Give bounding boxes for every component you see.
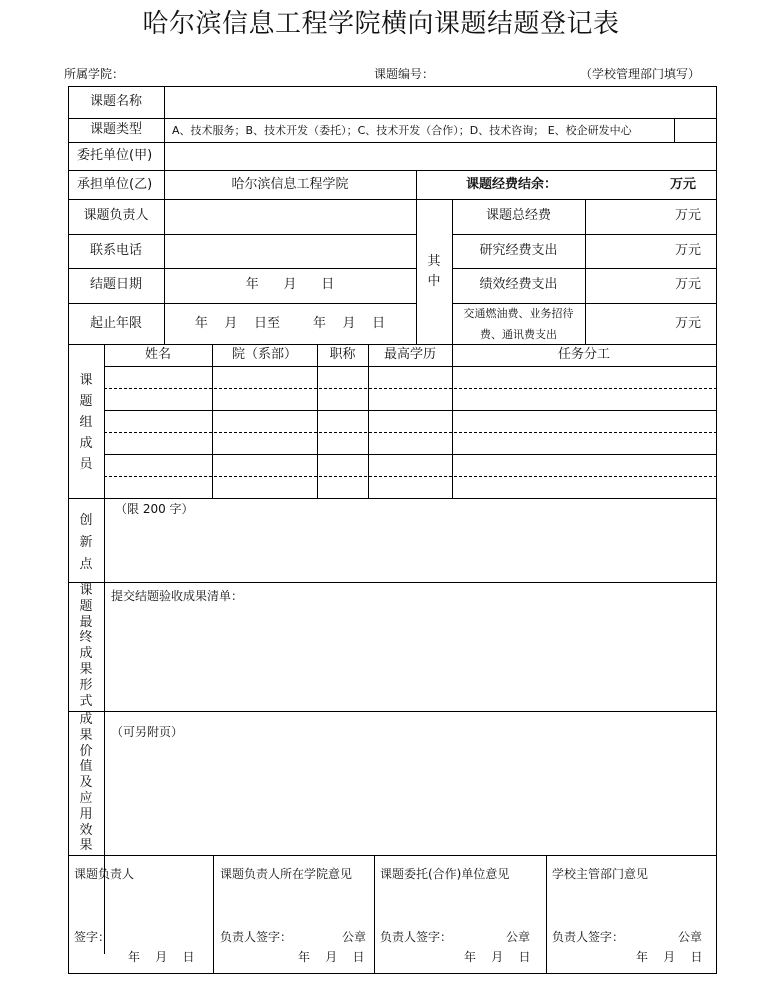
column-task: 任务分工: [557, 347, 610, 362]
period-value[interactable]: 年 月 日至 年 月 日: [194, 316, 386, 331]
value-section-label: 成 果 价 值 及 应 用 效 果: [79, 712, 93, 854]
balance-label: 课题经费结余：: [466, 177, 558, 192]
innovation-note: （限 200 字）: [115, 502, 194, 516]
total-funds-label: 课题总经费: [485, 208, 551, 223]
signature-date: 年 月 日: [464, 950, 531, 964]
signature-date: 年 月 日: [298, 950, 365, 964]
final-results-section-label: 课 题 最 终 成 果 形 式: [79, 583, 93, 709]
research-expense-unit: 万元: [675, 243, 702, 258]
end-date-value[interactable]: 年 月 日: [245, 277, 335, 292]
affiliation-label: 所属学院：: [64, 67, 125, 81]
project-type-choice-field[interactable]: [675, 119, 716, 142]
signature-title: 课题负责人: [74, 867, 135, 881]
seal-label: 公章: [342, 930, 367, 944]
travel-expense-label-line2: 费、通讯费支出: [480, 328, 557, 341]
column-title: 职称: [329, 347, 356, 362]
client-field[interactable]: [165, 143, 716, 170]
innovation-section-label: 创 新 点: [79, 513, 93, 572]
leader-label: 课题负责人: [83, 208, 149, 223]
client-label: 委托单位(甲): [77, 148, 153, 163]
final-results-field[interactable]: [105, 605, 716, 710]
project-type-options[interactable]: A、技术服务；B、技术开发（委托）；C、技术开发（合作）；D、技术咨询； E、校企研发中心: [172, 124, 632, 137]
signature-date: 年 月 日: [128, 950, 195, 964]
signature-sign-label: 签字：: [74, 930, 111, 944]
contractor-value: 哈尔滨信息工程学院: [231, 177, 349, 192]
total-funds-unit: 万元: [675, 208, 702, 223]
seal-label: 公章: [506, 930, 531, 944]
performance-expense-unit: 万元: [675, 277, 702, 292]
project-type-label: 课题类型: [89, 122, 142, 137]
signature-sign-label: 负责人签字：: [380, 930, 453, 944]
performance-expense-label: 绩效经费支出: [479, 277, 558, 292]
form-title: 哈尔滨信息工程学院横向课题结题登记表: [142, 9, 620, 39]
signature-title: 课题委托(合作)单位意见: [380, 867, 510, 881]
leader-field[interactable]: [165, 200, 416, 234]
signature-sign-label: 负责人签字：: [552, 930, 625, 944]
signature-date: 年 月 日: [636, 950, 703, 964]
seal-label: 公章: [678, 930, 703, 944]
phone-field[interactable]: [165, 235, 416, 268]
research-expense-label: 研究经费支出: [479, 243, 558, 258]
members-section-label: 课 题 组 成 员: [79, 373, 93, 472]
value-note: （可另附页）: [111, 725, 184, 739]
signature-sign-label: 负责人签字：: [220, 930, 293, 944]
signature-title: 学校主管部门意见: [552, 867, 649, 881]
end-date-label: 结题日期: [89, 277, 142, 292]
among-label: 其 中: [427, 254, 441, 289]
column-degree: 最高学历: [383, 347, 436, 362]
column-name: 姓名: [144, 347, 171, 362]
value-field[interactable]: [105, 742, 716, 854]
signature-title: 课题负责人所在学院意见: [220, 867, 353, 881]
column-department: 院（系部）: [231, 347, 297, 362]
balance-unit: 万元: [670, 177, 697, 192]
contractor-label: 承担单位(乙): [77, 177, 153, 192]
project-name-label: 课题名称: [89, 94, 142, 109]
project-number-label: 课题编号：: [374, 67, 435, 81]
project-name-field[interactable]: [165, 87, 716, 118]
filled-by-note: （学校管理部门填写）: [580, 67, 701, 81]
period-label: 起止年限: [89, 316, 142, 331]
innovation-field[interactable]: [105, 518, 716, 581]
travel-expense-unit: 万元: [675, 316, 702, 331]
travel-expense-label-line1: 交通燃油费、业务招待: [463, 307, 574, 320]
phone-label: 联系电话: [89, 243, 142, 258]
final-results-note: 提交结题验收成果清单：: [111, 589, 244, 603]
